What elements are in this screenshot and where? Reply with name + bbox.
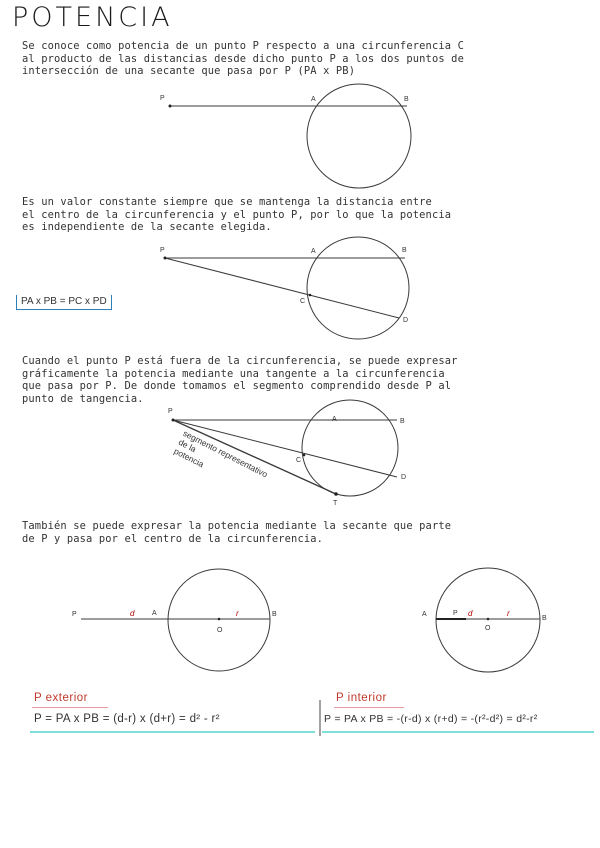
interior-highlight	[322, 731, 594, 733]
fig3-secant-cd	[173, 420, 397, 477]
fig2-secant-cd	[165, 258, 399, 318]
fig5-label-d: d	[468, 609, 473, 618]
fig2-point-p	[164, 257, 167, 260]
fig1-label-a: A	[311, 96, 316, 103]
page-title: POTENCIA	[12, 2, 173, 33]
fig5-label-b: B	[542, 615, 547, 622]
fig3-point-t	[334, 492, 338, 496]
fig4-center	[218, 618, 221, 621]
paragraph-center-secant: También se puede expresar la potencia mediante la secante que parte de P y pasa por el centro de la circunferencia.	[22, 520, 452, 545]
fig3-point-p	[172, 419, 175, 422]
exterior-label: P exterior	[34, 692, 89, 704]
fig2-point-c	[309, 294, 312, 297]
fig4-label-b: B	[272, 611, 277, 618]
fig3-tangent	[173, 420, 336, 494]
fig4-label-d: d	[130, 609, 135, 618]
fig4-label-o: O	[217, 627, 223, 634]
fig3-label-c: C	[296, 457, 302, 464]
tangent-note: segmento representativo de la potencia	[172, 428, 270, 480]
fig3-label-t: T	[333, 500, 338, 507]
fig4-label-a: A	[152, 610, 157, 617]
fig2-label-p: P	[160, 247, 165, 254]
fig1-label-p: P	[160, 95, 165, 102]
fig2-circle	[307, 237, 409, 339]
fig1-label-b: B	[404, 96, 409, 103]
exterior-formula: P = PA x PB = (d-r) x (d+r) = d² - r²	[34, 713, 220, 725]
paragraph-constant: Es un valor constante siempre que se mantenga la distancia entre el centro de la circunferencia y el punto P, por lo que la potencia es independiente de la secante elegida.	[22, 196, 452, 233]
fig3-label-p: P	[168, 408, 173, 415]
fig2-label-b: B	[402, 247, 407, 254]
exterior-label-underline	[32, 707, 108, 708]
fig5-center	[487, 618, 490, 621]
fig3-label-a: A	[332, 416, 337, 423]
fig2-label-c: C	[300, 298, 306, 305]
paragraph-tangent: Cuando el punto P está fuera de la circunferencia, se puede expresar gráficamente la potencia mediante una tangente a la circunferencia que pasa por P. De donde tomamos el segmento comprendido desde P al punto de tangencia.	[22, 355, 458, 405]
fig5-label-a: A	[422, 611, 427, 618]
fig5-label-r: r	[507, 609, 510, 618]
fig4-label-p: P	[72, 611, 77, 618]
interior-label: P interior	[336, 692, 387, 704]
fig4-label-r: r	[236, 609, 239, 618]
exterior-highlight	[30, 731, 315, 733]
boxed-formula: PA x PB = PC x PD	[16, 295, 112, 310]
fig3-label-d: D	[401, 474, 407, 481]
fig3-point-c	[303, 454, 306, 457]
fig1-circle	[307, 84, 411, 188]
interior-label-underline	[334, 707, 404, 708]
fig2-label-a: A	[311, 248, 316, 255]
fig5-label-o: O	[485, 625, 491, 632]
fig2-label-d: D	[403, 317, 409, 324]
fig3-circle	[302, 400, 398, 496]
fig1-point-p	[169, 105, 172, 108]
fig5-label-p: P	[453, 610, 458, 617]
interior-formula: P = PA x PB = -(r-d) x (r+d) = -(r²-d²) = d²-r²	[324, 713, 538, 725]
fig3-label-b: B	[400, 418, 405, 425]
paragraph-definition: Se conoce como potencia de un punto P respecto a una circunferencia C al producto de las distancias desde dicho punto P a los dos puntos de intersección de una secante que pasa por P (PA x PB)	[22, 40, 464, 77]
